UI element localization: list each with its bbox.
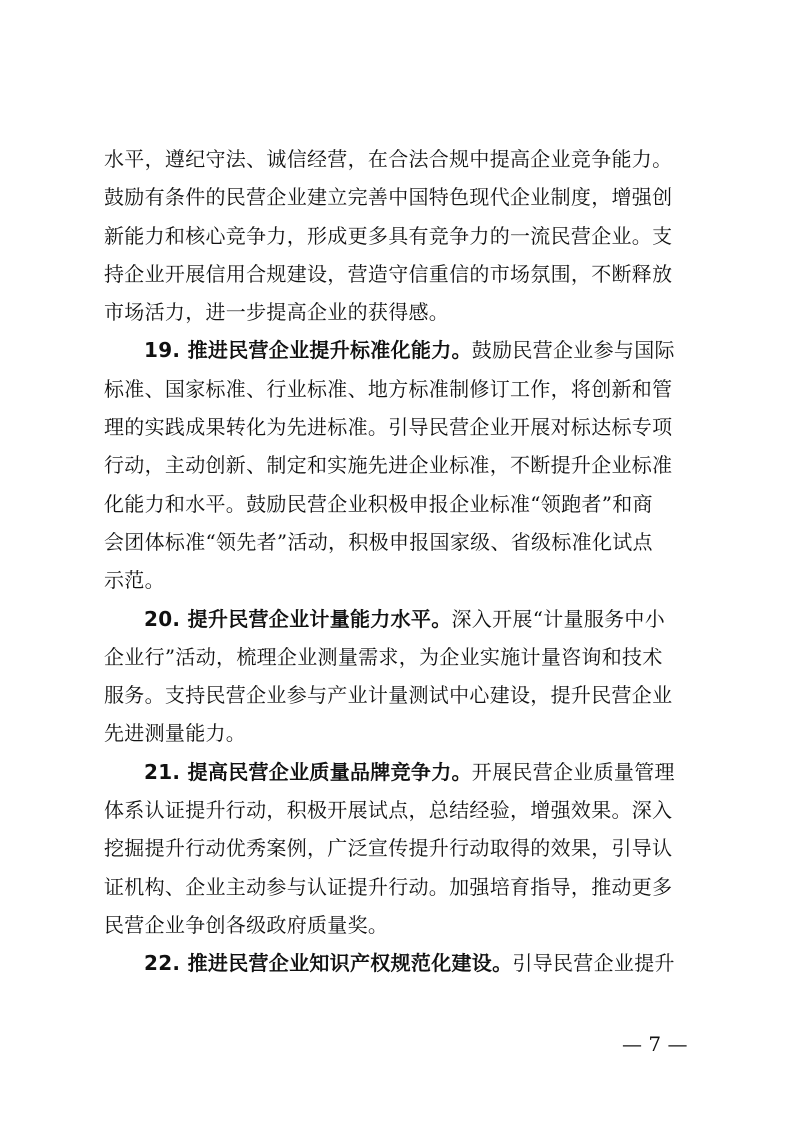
text-line: 证机构、企业主动参与认证提升行动。加强培育指导，推动更多 [104, 874, 673, 899]
text-line: 企业行”活动，梳理企业测量需求，为企业实施计量咨询和技术 [104, 644, 663, 669]
text-line: 行动，主动创新、制定和实施先进企业标准，不断提升企业标准 [104, 453, 673, 478]
item-19-heading: 19. 推进民营企业提升标准化能力。 [144, 338, 472, 363]
page-number: — 7 — [622, 1032, 688, 1056]
item-21-first-line [104, 753, 704, 791]
item-20-heading: 20. 提升民营企业计量能力水平。 [144, 606, 452, 631]
text-line: 民营企业争创各级政府质量奖。 [104, 912, 389, 937]
body-text [104, 140, 704, 983]
item-19-first-line [104, 331, 704, 369]
text-line: 水平，遵纪守法、诚信经营，在合法合规中提高企业竞争能力。 [104, 147, 673, 171]
item-20-first-text: 深入开展“计量服务中小 [451, 606, 666, 631]
text-line: 示范。 [104, 568, 165, 593]
text-line: 化能力和水平。鼓励民营企业积极申报企业标准“领跑者”和商 [104, 491, 653, 516]
text-line: 挖掘提升行动优秀案例，广泛宣传提升行动取得的效果，引导认 [104, 836, 673, 861]
text-line: 市场活力，进一步提高企业的获得感。 [104, 300, 450, 325]
item-22-first-text: 引导民营企业提升 [512, 951, 675, 976]
item-20-first-line [104, 600, 704, 638]
item-22-first-line [104, 944, 704, 982]
item-19-first-text: 鼓励民营企业参与国际 [471, 338, 675, 363]
text-line: 标准、国家标准、行业标准、地方标准制修订工作，将创新和管 [104, 376, 673, 401]
item-22-heading: 22. 推进民营企业知识产权规范化建设。 [144, 951, 513, 976]
text-line: 先进测量能力。 [104, 721, 247, 746]
text-line: 持企业开展信用合规建设，营造守信重信的市场氛围，不断释放 [104, 261, 673, 286]
item-21-heading: 21. 提高民营企业质量品牌竞争力。 [144, 759, 472, 784]
text-line: 服务。支持民营企业参与产业计量测试中心建设，提升民营企业 [104, 683, 673, 708]
text-line: 新能力和核心竞争力，形成更多具有竞争力的一流民营企业。支 [104, 223, 673, 248]
text-line: 体系认证提升行动，积极开展试点，总结经验，增强效果。深入 [104, 798, 673, 823]
text-line: 会团体标准“领先者”活动，积极申报国家级、省级标准化试点 [104, 529, 653, 554]
item-21-first-text: 开展民营企业质量管理 [471, 759, 675, 784]
text-line: 鼓励有条件的民营企业建立完善中国特色现代企业制度，增强创 [104, 185, 673, 210]
text-line: 理的实践成果转化为先进标准。引导民营企业开展对标达标专项 [104, 415, 673, 440]
